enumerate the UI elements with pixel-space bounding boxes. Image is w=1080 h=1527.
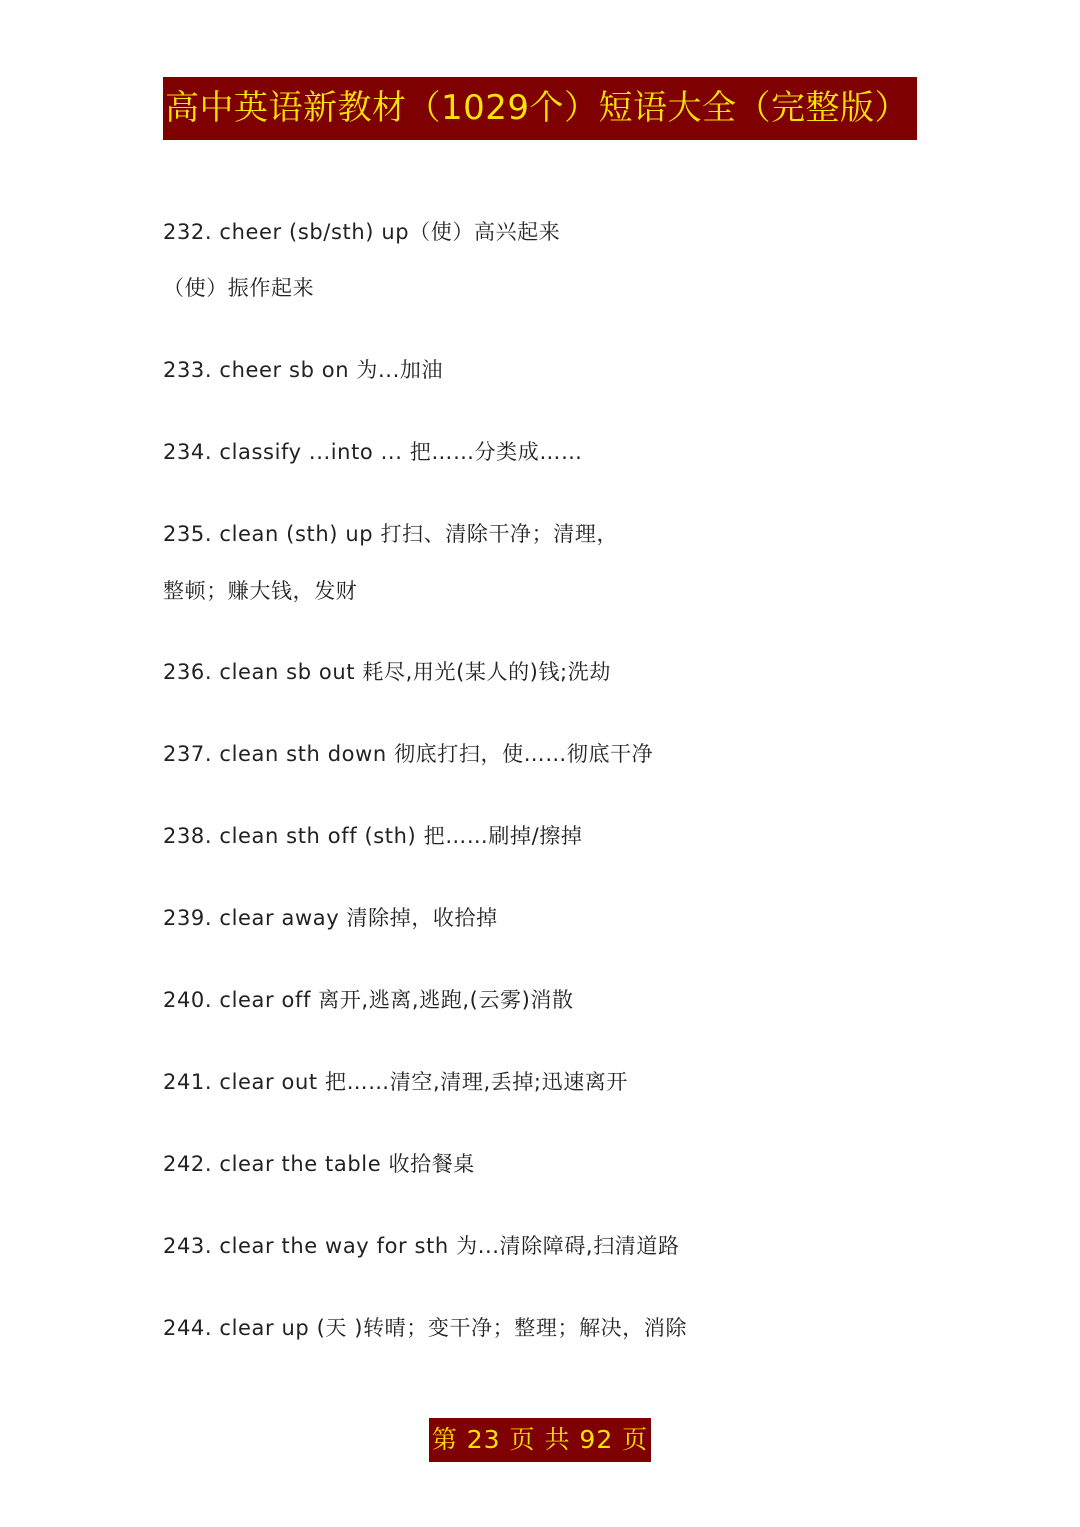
phrase-entry: 234. classify ...into ... 把……分类成…… [163, 440, 583, 464]
phrase-entry: 240. clear off 离开,逃离,逃跑,(云雾)消散 [163, 988, 574, 1012]
phrase-entry: 233. cheer sb on 为...加油 [163, 358, 444, 382]
phrase-entry: 241. clear out 把……清空,清理,丢掉;迅速离开 [163, 1070, 629, 1094]
phrase-entry: 238. clean sth off (sth) 把……刷掉/擦掉 [163, 824, 583, 848]
phrase-entry-continuation: （使）振作起来 [163, 276, 315, 300]
phrase-entry: 235. clean (sth) up 打扫、清除干净；清理， [163, 522, 619, 546]
phrase-entry: 242. clear the table 收拾餐桌 [163, 1152, 475, 1176]
page-number: 第 23 页 共 92 页 [429, 1418, 651, 1462]
phrase-entry: 243. clear the way for sth 为...清除障碍,扫清道路 [163, 1234, 680, 1258]
phrase-entry: 239. clear away 清除掉，收拾掉 [163, 906, 498, 930]
phrase-entry: 232. cheer (sb/sth) up（使）高兴起来 [163, 220, 561, 244]
phrase-entry: 237. clean sth down 彻底打扫，使……彻底干净 [163, 742, 654, 766]
phrase-entry: 244. clear up (天 )转晴；变干净；整理；解决，消除 [163, 1316, 688, 1340]
document-title: 高中英语新教材（1029个）短语大全（完整版） [163, 77, 917, 140]
phrase-entry-continuation: 整顿；赚大钱，发财 [163, 579, 358, 603]
phrase-entry: 236. clean sb out 耗尽,用光(某人的)钱;洗劫 [163, 660, 611, 684]
